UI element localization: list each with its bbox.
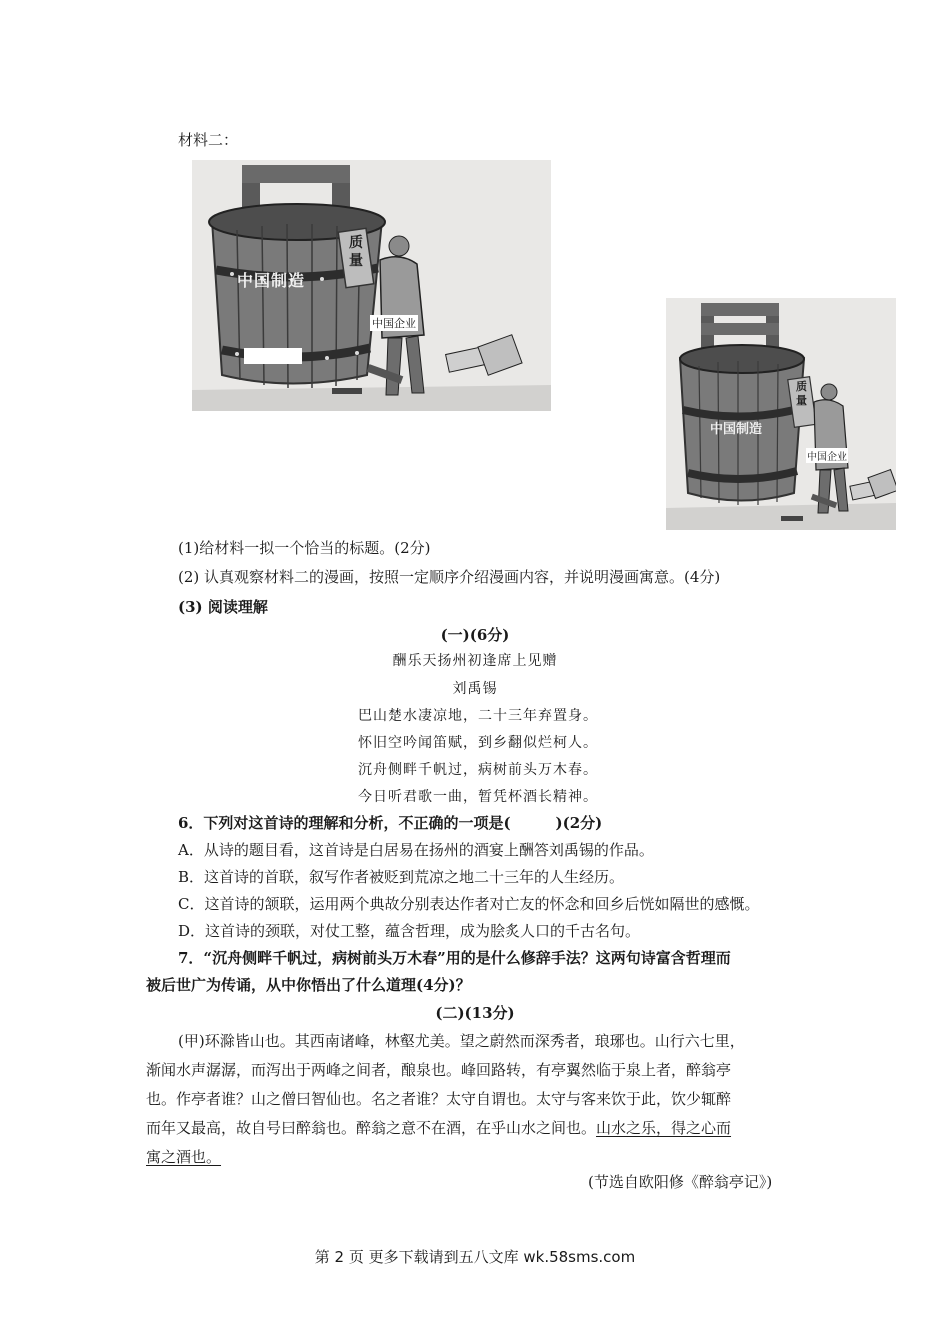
plank-label: 质量 (349, 235, 363, 269)
cartoon-image-small (666, 298, 896, 530)
passage-line: (甲)环滁皆山也。其西南诸峰，林壑尤美。望之蔚然而深秀者，琅琊也。山行六七里， (178, 1032, 745, 1050)
poem-title: 酬乐天扬州初逢席上见赠 (392, 653, 558, 669)
section-1-heading: (一)(6分) (440, 626, 510, 644)
material-label: 材料二： (178, 131, 239, 149)
question-6-option-b: B．这首诗的首联，叙写作者被贬到荒凉之地二十三年的人生经历。 (178, 868, 625, 886)
question-7-line-2: 被后世广为传诵，从中你悟出了什么道理(4分)？ (146, 976, 471, 994)
underlined-phrase: 山水之乐，得之心而 (596, 1119, 732, 1137)
barrel-label-small: 中国制造 (710, 422, 763, 437)
person-label: 中国企业 (372, 317, 416, 330)
question-6-option-d: D．这首诗的颈联，对仗工整，蕴含哲理，成为脍炙人口的千古名句。 (178, 922, 641, 940)
question-6-option-c: C．这首诗的颔联，运用两个典故分别表达作者对亡友的怀念和回乡后恍如隔世的感慨。 (178, 895, 760, 913)
barrel-label: 中国制造 (237, 271, 306, 290)
passage-text: 而年又最高，故自号曰醉翁也。醉翁之意不在酒，在乎山水之间也。 (146, 1119, 597, 1137)
barrel-cartoon-illustration-small (666, 298, 896, 530)
poem-line: 巴山楚水凄凉地，二十三年弃置身。 (358, 708, 598, 724)
passage-line (146, 1144, 221, 1170)
passage-line (146, 1115, 731, 1141)
question-6-option-a: A．从诗的题目看，这首诗是白居易在扬州的酒宴上酬答刘禹锡的作品。 (178, 841, 654, 859)
section-2-heading: (二)(13分) (435, 1004, 515, 1022)
poem-line: 今日听君歌一曲，暂凭杯酒长精神。 (358, 789, 598, 805)
page-footer: 第 2 页 更多下载请到五八文库 wk.58sms.com (314, 1248, 636, 1266)
question-1: (1)给材料一拟一个恰当的标题。(2分) (178, 539, 431, 557)
passage-line: 渐闻水声潺潺，而泻出于两峰之间者，酿泉也。峰回路转，有亭翼然临于泉上者，醉翁亭 (146, 1061, 732, 1079)
underlined-phrase: 寓之酒也。 (146, 1148, 222, 1166)
poem-line: 沉舟侧畔千帆过，病树前头万木春。 (358, 762, 598, 778)
question-2: (2) 认真观察材料二的漫画，按照一定顺序介绍漫画内容，并说明漫画寓意。(4分) (178, 568, 721, 586)
question-6-stem: 6．下列对这首诗的理解和分析，不正确的一项是( )(2分) (178, 814, 603, 832)
question-7-line-1: 7．“沉舟侧畔千帆过，病树前头万木春”用的是什么修辞手法？这两句诗富含哲理而 (178, 949, 731, 967)
cartoon-image-large (192, 160, 551, 411)
plank-label-small: 质量 (796, 380, 807, 407)
poem-author: 刘禹锡 (452, 681, 498, 697)
question-3-heading: (3) 阅读理解 (178, 598, 268, 616)
poem-line: 怀旧空吟闻笛赋，到乡翻似烂柯人。 (358, 735, 598, 751)
person-label-small: 中国企业 (806, 448, 848, 463)
passage-source: (节选自欧阳修《醉翁亭记》) (588, 1173, 773, 1191)
passage-line: 也。作亭者谁？山之僧曰智仙也。名之者谁？太守自谓也。太守与客来饮于此，饮少辄醉 (146, 1090, 732, 1108)
